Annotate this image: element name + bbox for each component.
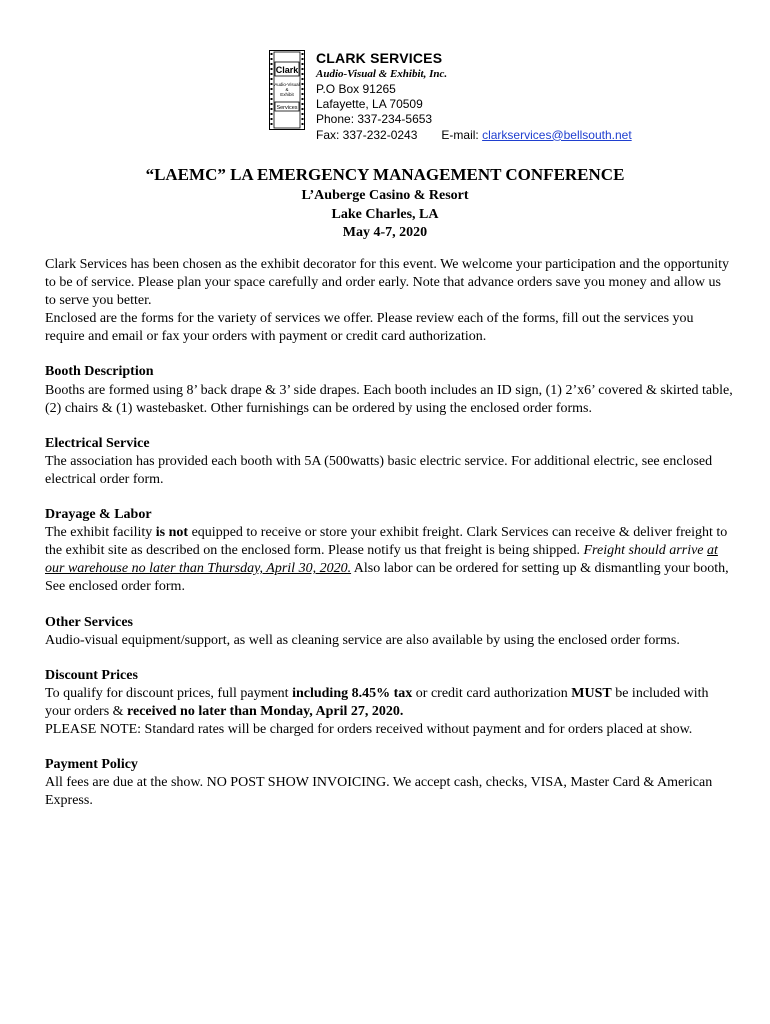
- company-tagline: Audio-Visual & Exhibit, Inc.: [316, 68, 448, 80]
- freight-deadline: at our warehouse no later than Thursday, April 30, 2020.: [45, 543, 718, 577]
- intro-paragraph-1: Clark Services has been chosen as the exhibit decorator for this event. We welcome your participation and the opportunity to be of service. Please plan your space carefully and order early. Note that advance orders save you money and allow us to serve you better.: [45, 257, 730, 309]
- svg-text:Exhibit: Exhibit: [280, 92, 294, 97]
- svg-text:Audio-Visual: Audio-Visual: [274, 82, 300, 87]
- svg-text:Services: Services: [276, 105, 298, 111]
- event-location: Lake Charles, LA: [331, 206, 439, 222]
- event-dates: May 4-7, 2020: [342, 225, 428, 240]
- letter-body: [45, 256, 735, 810]
- email-link[interactable]: clarkservices@bellsouth.net: [482, 127, 632, 142]
- fax-email-line: [316, 128, 632, 143]
- discount-deadline: received no later than Monday, April 27, 2020.: [127, 703, 404, 719]
- electrical-heading: Electrical Service: [45, 435, 150, 451]
- drayage-heading: Drayage & Labor: [45, 507, 152, 523]
- booth-heading: Booth Description: [45, 364, 154, 380]
- event-venue: L’Auberge Casino & Resort: [301, 188, 469, 203]
- clark-services-logo: [269, 50, 305, 130]
- electrical-text: The association has provided each booth with 5A (500watts) basic electric service. For additional electric, see enclosed electrical order form.: [45, 453, 713, 487]
- payment-heading: Payment Policy: [45, 757, 138, 773]
- intro-paragraph-2: Enclosed are the forms for the variety of services we offer. Please review each of the forms, fill out the services you require and email or fax your orders with payment or credit card authorization.: [45, 311, 694, 345]
- city-zip: Lafayette, LA 70509: [316, 97, 423, 112]
- svg-text:&: &: [285, 87, 289, 92]
- other-services-text: Audio-visual equipment/support, as well as cleaning service are also available by using the enclosed order forms.: [45, 632, 680, 648]
- discount-heading: Discount Prices: [45, 667, 138, 683]
- discount-text: To qualify for discount prices, full payment including 8.45% tax or credit card authorization MUST be included with your orders & received no later than Monday, April 27, 2020.: [45, 685, 709, 719]
- email-label: E-mail:: [441, 127, 479, 142]
- discount-note: PLEASE NOTE: Standard rates will be charged for orders received without payment and for orders placed at show.: [45, 721, 693, 737]
- letterhead: [316, 49, 632, 143]
- po-box: P.O Box 91265: [316, 82, 396, 96]
- event-header: [0, 163, 770, 243]
- payment-text: All fees are due at the show. NO POST SHOW INVOICING. We accept cash, checks, VISA, Master Card & American Express.: [45, 775, 713, 809]
- booth-text: Booths are formed using 8’ back drape & 3’ side drapes. Each booth includes an ID sign, (1) 2’x6’ covered & skirted table, (2) chairs & (1) wastebasket. Other furnishings can be ordered by using the enclosed order forms.: [45, 382, 733, 416]
- drayage-text: The exhibit facility is not equipped to receive or store your exhibit freight. Clark Services can receive & deliver freight to the exhibit site as described on the enclosed form. Please notify us that freight is being shipped. Freight should arrive at our warehouse no later than Thursday, April 30, 2020. Also labor can be ordered for setting up & dismantling your booth, See enclosed order form.: [45, 525, 729, 595]
- company-name: CLARK SERVICES: [316, 50, 443, 66]
- event-title: “LAEMC” LA EMERGENCY MANAGEMENT CONFERENCE: [145, 165, 625, 184]
- other-services-heading: Other Services: [45, 614, 133, 630]
- phone-number: Phone: 337-234-5653: [316, 112, 433, 127]
- svg-text:Clark: Clark: [275, 65, 299, 75]
- fax-number: Fax: 337-232-0243: [316, 127, 418, 142]
